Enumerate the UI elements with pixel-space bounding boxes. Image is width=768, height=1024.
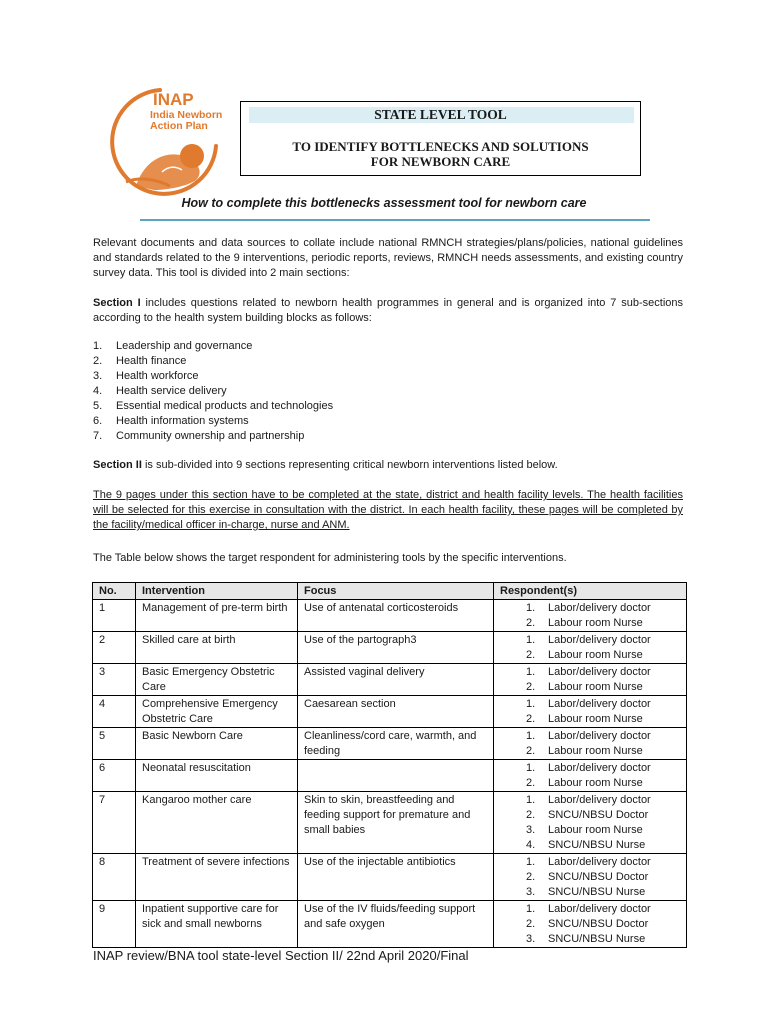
respondent-role: Labor/delivery doctor (548, 903, 651, 915)
respondent-item (500, 932, 680, 947)
cell-intervention: Skilled care at birth (136, 632, 298, 664)
respondent-list (500, 793, 680, 853)
cell-no: 7 (93, 792, 136, 854)
respondent-item (500, 902, 680, 917)
building-blocks-list (93, 339, 333, 444)
respondent-list (500, 665, 680, 695)
respondent-item (500, 665, 680, 680)
cell-no: 4 (93, 696, 136, 728)
respondent-role: Labor/delivery doctor (548, 762, 651, 774)
cell-focus: Caesarean section (298, 696, 494, 728)
respondent-list (500, 697, 680, 727)
cell-no: 3 (93, 664, 136, 696)
section-1-label: Section I (93, 297, 141, 309)
respondent-item (500, 823, 680, 838)
respondent-role: Labour room Nurse (548, 649, 643, 661)
respondent-item (500, 680, 680, 695)
respondent-list (500, 761, 680, 791)
respondent-role: Labour room Nurse (548, 777, 643, 789)
table-row (93, 664, 687, 696)
list-item-text: Leadership and governance (116, 340, 253, 352)
cell-focus (298, 760, 494, 792)
list-item (93, 384, 333, 399)
cell-intervention: Comprehensive Emergency Obstetric Care (136, 696, 298, 728)
respondent-role: SNCU/NBSU Nurse (548, 933, 646, 945)
respondent-number: 2. (526, 617, 536, 629)
respondent-role: Labor/delivery doctor (548, 634, 651, 646)
respondent-role: Labour room Nurse (548, 617, 643, 629)
list-item-text: Health finance (116, 355, 187, 367)
logo-line-2: Action Plan (150, 120, 208, 132)
respondent-list (500, 633, 680, 663)
section-1-text: includes questions related to newborn health programmes in general and is organized into 7 sub-sections according to the health system building blocks as follows: (93, 297, 683, 324)
respondent-number: 1. (526, 602, 536, 614)
cell-focus: Assisted vaginal delivery (298, 664, 494, 696)
section-heading: How to complete this bottlenecks assessment tool for newborn care (181, 196, 587, 210)
table-intro: The Table below shows the target respondent for administering tools by the specific interventions. (93, 552, 567, 564)
respondent-role: Labor/delivery doctor (548, 698, 651, 710)
table-row (93, 901, 687, 948)
section-2-paragraph (93, 458, 683, 473)
respondent-role: Labour room Nurse (548, 681, 643, 693)
list-item-number: 6. (93, 415, 103, 427)
page-title: STATE LEVEL TOOL (374, 107, 507, 122)
table-row (93, 728, 687, 760)
cell-no: 1 (93, 600, 136, 632)
respondent-list (500, 601, 680, 631)
list-item (93, 414, 333, 429)
respondent-number: 1. (526, 698, 536, 710)
respondent-number: 2. (526, 871, 536, 883)
table-row (93, 854, 687, 901)
list-item-number: 3. (93, 370, 103, 382)
cell-intervention: Management of pre-term birth (136, 600, 298, 632)
respondent-number: 4. (526, 839, 536, 851)
respondent-item (500, 793, 680, 808)
title-box (240, 101, 641, 176)
respondent-item (500, 648, 680, 663)
respondent-role: SNCU/NBSU Nurse (548, 839, 646, 851)
respondent-number: 2. (526, 713, 536, 725)
divider-rule (140, 219, 650, 221)
list-item-text: Health service delivery (116, 385, 227, 397)
cell-respondents (494, 728, 687, 760)
respondent-item (500, 776, 680, 791)
table-row (93, 792, 687, 854)
respondent-number: 1. (526, 634, 536, 646)
subtitle-line-2: FOR NEWBORN CARE (370, 154, 511, 169)
respondent-role: Labor/delivery doctor (548, 856, 651, 868)
list-item (93, 429, 333, 444)
section-1-paragraph (93, 296, 683, 326)
respondent-role: SNCU/NBSU Nurse (548, 886, 646, 898)
list-item-text: Health information systems (116, 415, 249, 427)
respondent-number: 3. (526, 933, 536, 945)
respondent-number: 3. (526, 886, 536, 898)
cell-intervention: Inpatient supportive care for sick and small newborns (136, 901, 298, 948)
respondent-number: 2. (526, 809, 536, 821)
completion-note: The 9 pages under this section have to be completed at the state, district and health facility levels. The health facilities will be selected for this exercise in consultation with the district. In each health facility, these pages will be completed by the facility/medical officer in-charge, nurse and ANM. (93, 489, 683, 531)
respondent-list (500, 855, 680, 900)
cell-no: 6 (93, 760, 136, 792)
cell-focus: Use of the injectable antibiotics (298, 854, 494, 901)
header-respondents: Respondent(s) (494, 583, 687, 600)
respondent-table (92, 582, 687, 948)
cell-respondents (494, 632, 687, 664)
list-item-number: 7. (93, 430, 103, 442)
respondent-item (500, 712, 680, 727)
cell-intervention: Basic Newborn Care (136, 728, 298, 760)
respondent-item (500, 729, 680, 744)
cell-no: 2 (93, 632, 136, 664)
respondent-item (500, 601, 680, 616)
respondent-item (500, 838, 680, 853)
table-row (93, 760, 687, 792)
respondent-number: 2. (526, 777, 536, 789)
list-item (93, 354, 333, 369)
list-item-number: 4. (93, 385, 103, 397)
respondent-role: SNCU/NBSU Doctor (548, 871, 649, 883)
cell-focus: Use of the partograph3 (298, 632, 494, 664)
cell-intervention: Kangaroo mother care (136, 792, 298, 854)
list-item (93, 369, 333, 384)
list-item-number: 5. (93, 400, 103, 412)
cell-respondents (494, 664, 687, 696)
logo-text (150, 90, 222, 132)
respondent-item (500, 855, 680, 870)
table-body (93, 600, 687, 948)
respondent-list (500, 729, 680, 759)
respondent-item (500, 744, 680, 759)
respondent-number: 2. (526, 745, 536, 757)
table-row (93, 600, 687, 632)
table-row (93, 696, 687, 728)
list-item-number: 1. (93, 340, 103, 352)
respondent-item (500, 633, 680, 648)
respondent-role: SNCU/NBSU Doctor (548, 809, 649, 821)
respondent-number: 2. (526, 649, 536, 661)
header-no: No. (93, 583, 136, 600)
list-item-text: Community ownership and partnership (116, 430, 305, 442)
respondent-role: SNCU/NBSU Doctor (548, 918, 649, 930)
respondent-number: 1. (526, 794, 536, 806)
intro-paragraph: Relevant documents and data sources to collate include national RMNCH strategies/plans/policies, national guidelines and standards related to the 9 interventions, periodic reports, reviews, RMNCH needs assessments, and existing country survey data. This tool is divided into 2 main sections: (93, 237, 683, 279)
cell-no: 8 (93, 854, 136, 901)
cell-focus: Use of antenatal corticosteroids (298, 600, 494, 632)
respondent-item (500, 870, 680, 885)
list-item-number: 2. (93, 355, 103, 367)
respondent-item (500, 761, 680, 776)
header-intervention: Intervention (136, 583, 298, 600)
cell-respondents (494, 792, 687, 854)
list-item-text: Health workforce (116, 370, 199, 382)
respondent-role: Labor/delivery doctor (548, 602, 651, 614)
respondent-list (500, 902, 680, 947)
respondent-item (500, 885, 680, 900)
respondent-role: Labor/delivery doctor (548, 730, 651, 742)
cell-focus: Skin to skin, breastfeeding and feeding support for premature and small babies (298, 792, 494, 854)
respondent-item (500, 917, 680, 932)
respondent-number: 1. (526, 903, 536, 915)
respondent-number: 1. (526, 730, 536, 742)
page-subtitle (241, 139, 640, 169)
respondent-item (500, 808, 680, 823)
section-2-label: Section II (93, 459, 142, 471)
page-footer: INAP review/BNA tool state-level Section II/ 22nd April 2020/Final (93, 948, 469, 963)
header-focus: Focus (298, 583, 494, 600)
list-item (93, 339, 333, 354)
list-item (93, 399, 333, 414)
cell-intervention: Basic Emergency Obstetric Care (136, 664, 298, 696)
respondent-number: 1. (526, 762, 536, 774)
respondent-item (500, 697, 680, 712)
cell-respondents (494, 854, 687, 901)
cell-respondents (494, 760, 687, 792)
respondent-role: Labor/delivery doctor (548, 794, 651, 806)
cell-focus: Cleanliness/cord care, warmth, and feeding (298, 728, 494, 760)
cell-no: 5 (93, 728, 136, 760)
cell-intervention: Neonatal resuscitation (136, 760, 298, 792)
cell-intervention: Treatment of severe infections (136, 854, 298, 901)
respondent-role: Labor/delivery doctor (548, 666, 651, 678)
cell-respondents (494, 696, 687, 728)
cell-respondents (494, 901, 687, 948)
respondent-number: 2. (526, 918, 536, 930)
table-row (93, 632, 687, 664)
respondent-number: 1. (526, 856, 536, 868)
subtitle-line-1: TO IDENTIFY BOTTLENECKS AND SOLUTIONS (292, 139, 589, 154)
respondent-number: 2. (526, 681, 536, 693)
respondent-number: 3. (526, 824, 536, 836)
respondent-role: Labour room Nurse (548, 713, 643, 725)
logo-title: INAP (153, 90, 194, 109)
cell-respondents (494, 600, 687, 632)
cell-focus: Use of the IV fluids/feeding support and safe oxygen (298, 901, 494, 948)
respondent-number: 1. (526, 666, 536, 678)
logo-line-1: India Newborn (150, 109, 223, 121)
table-header-row (93, 583, 687, 600)
section-2-text: is sub-divided into 9 sections representing critical newborn interventions listed below. (141, 459, 558, 471)
respondent-role: Labour room Nurse (548, 745, 643, 757)
cell-no: 9 (93, 901, 136, 948)
list-item-text: Essential medical products and technologies (116, 400, 334, 412)
respondent-item (500, 616, 680, 631)
respondent-role: Labour room Nurse (548, 824, 643, 836)
